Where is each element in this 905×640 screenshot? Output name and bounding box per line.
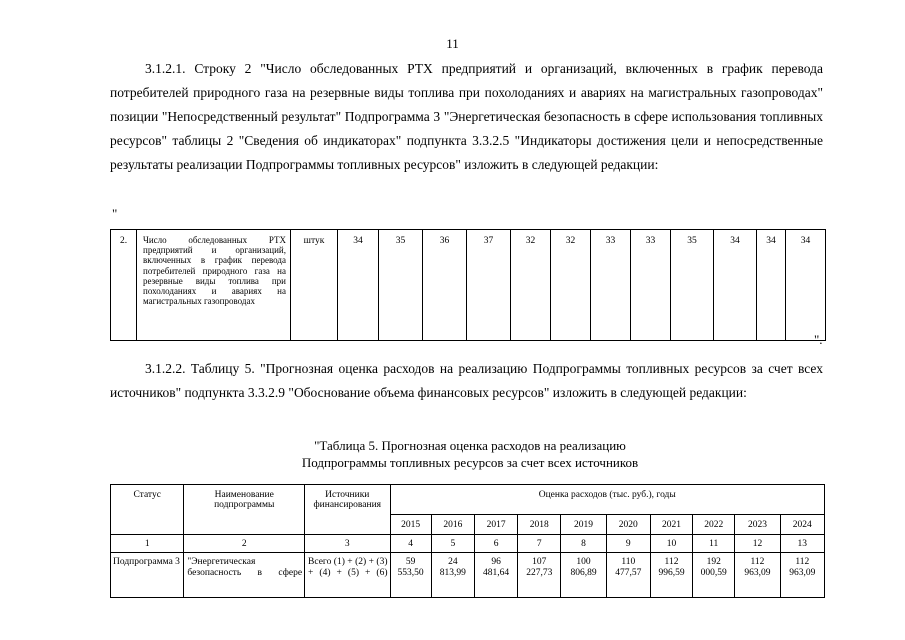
amount-cell: 107 227,73	[518, 553, 561, 598]
status-cell: Подпрограмма 3	[111, 553, 184, 598]
header-sources: Источники финансирования	[305, 485, 390, 535]
header-status: Статус	[111, 485, 184, 535]
year-cell: 2023	[735, 515, 780, 535]
year-cell: 2016	[431, 515, 474, 535]
col-number: 4	[390, 535, 431, 553]
page-number: 11	[446, 36, 459, 51]
expenses-table	[110, 484, 825, 598]
col-number: 5	[431, 535, 474, 553]
indicator-description: Число обследованных РТХ предприятий и организаций, включенных в график перевода потребителей природного газа на резервные виды топлива при похолоданиях и авариях на магистральных газопроводах	[137, 230, 291, 341]
amount-cell: 96 481,64	[474, 553, 517, 598]
paragraph-3-1-2-1: 3.1.2.1. Строку 2 "Число обследованных РТХ предприятий и организаций, включенных в график перевода потребителей природного газа на резервные виды топлива при похолоданиях и авариях на магистральных газопроводах" позиции "Непосредственный результат" Подпрограмма 3 "Энергетическая безопасность в сфере использования топливных ресурсов" таблицы 2 "Сведения об индикаторах" подпункта 3.3.2.5 "Индикаторы достижения цели и непосредственные результаты реализации Подпрограммы топливных ресурсов" изложить в следующей редакции:	[110, 61, 823, 172]
amount-cell: 112 963,09	[780, 553, 824, 598]
header-name: Наименование подпрограммы	[184, 485, 305, 535]
year-cell: 2021	[650, 515, 692, 535]
col-number: 1	[111, 535, 184, 553]
value-cell: 34	[757, 230, 786, 341]
amount-cell: 112 963,09	[735, 553, 780, 598]
value-cell: 32	[551, 230, 591, 341]
value-cell: 35	[671, 230, 714, 341]
quote-close: ".	[814, 332, 823, 347]
subprogram-name-cell: "Энергетическая безопасность в сфере	[184, 553, 305, 598]
year-cell: 2022	[693, 515, 735, 535]
table-row	[111, 553, 825, 598]
col-number: 9	[606, 535, 650, 553]
col-number: 11	[693, 535, 735, 553]
value-cell: 34	[338, 230, 379, 341]
amount-cell: 100 806,89	[561, 553, 606, 598]
unit-cell: штук	[291, 230, 338, 341]
amount-cell: 24 813,99	[431, 553, 474, 598]
year-cell: 2017	[474, 515, 517, 535]
col-number: 7	[518, 535, 561, 553]
value-cell: 34	[714, 230, 757, 341]
value-cell: 37	[467, 230, 511, 341]
col-number: 10	[650, 535, 692, 553]
year-cell: 2019	[561, 515, 606, 535]
row-number: 2.	[111, 230, 137, 341]
quote-open: "	[112, 206, 118, 221]
table-header-row	[111, 485, 825, 515]
value-cell: 34	[786, 230, 826, 341]
amount-cell: 110 477,57	[606, 553, 650, 598]
col-number: 13	[780, 535, 824, 553]
amount-cell: 112 996,59	[650, 553, 692, 598]
value-cell: 33	[631, 230, 671, 341]
value-cell: 35	[379, 230, 423, 341]
year-cell: 2018	[518, 515, 561, 535]
column-numbers-row	[111, 535, 825, 553]
col-number: 6	[474, 535, 517, 553]
col-number: 8	[561, 535, 606, 553]
amount-cell: 59 553,50	[390, 553, 431, 598]
table-row	[111, 230, 826, 341]
header-estimate: Оценка расходов (тыс. руб.), годы	[390, 485, 825, 515]
value-cell: 33	[591, 230, 631, 341]
indicator-table	[110, 229, 826, 341]
col-number: 3	[305, 535, 390, 553]
col-number: 2	[184, 535, 305, 553]
col-number: 12	[735, 535, 780, 553]
year-cell: 2024	[780, 515, 824, 535]
table-caption-line1: "Таблица 5. Прогнозная оценка расходов на реализацию	[314, 438, 626, 453]
year-cell: 2020	[606, 515, 650, 535]
table-caption-line2: Подпрограммы топливных ресурсов за счет всех источников	[301, 455, 639, 470]
value-cell: 36	[423, 230, 467, 341]
year-cell: 2015	[390, 515, 431, 535]
value-cell: 32	[511, 230, 551, 341]
sources-cell: Всего (1) + (2) + (3) + (4) + (5) + (6)	[305, 553, 390, 598]
paragraph-3-1-2-2: 3.1.2.2. Таблицу 5. "Прогнозная оценка расходов на реализацию Подпрограммы топливных ресурсов за счет всех источников" подпункта 3.3.2.9 "Обоснование объема финансовых ресурсов" изложить в следующей редакции:	[110, 361, 823, 400]
amount-cell: 192 000,59	[693, 553, 735, 598]
